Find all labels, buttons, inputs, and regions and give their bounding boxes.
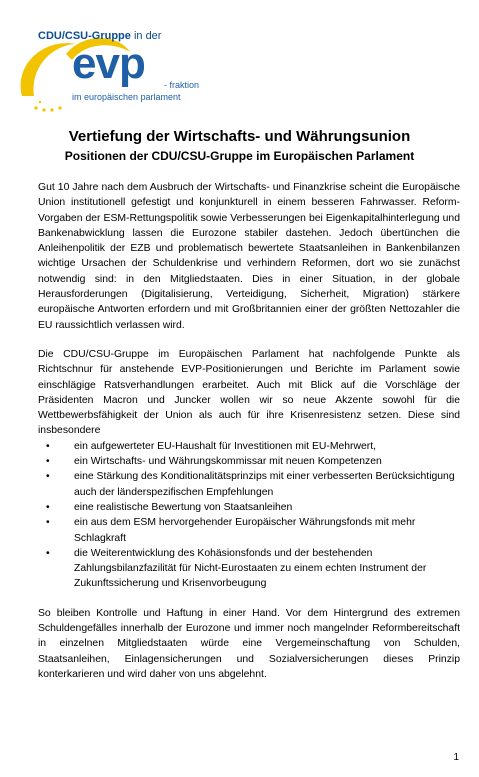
paragraph-intro: Gut 10 Jahre nach dem Ausbruch der Wirtschafts- und Finanzkrise scheint die Europäische Union institutionell gefestigt und konjunkturell in einem besseren Fahrwasser. Reform-Vorgaben der ESM-Rettungspolitik sowie Verbesserungen bei Eigenkapitalhinterlegung und Bankenabwicklung lassen die Eurozone stabiler dastehen. Jedoch übertünchen die Anleihenpolitik der EZB und problematisch bewertete Staatsanleihen in Bankenbilanzen wichtige Ursachen der Schuldenkrise und verhindern Reformen, dort wo sie zunächst notwendig sind: in den Mitgliedstaaten. Dies in einer Situation, in der globale Herausforderungen (Digitalisierung, Verteidigung, Sicherheit, Migration) stärkere europäische Antworten erfordern und mit Großbritannien einer der größten Nettozahler die EU raussichtlich verlassen wird. bbox=[38, 182, 460, 331]
list-item: • eine realistische Bewertung von Staatsanleihen bbox=[64, 500, 460, 515]
list-item: • eine Stärkung des Konditionalitätsprinzips mit einer verbesserten Berücksichtigung auch der länderspezifischen Empfehlungen bbox=[64, 469, 460, 500]
logo-subtitle: im europäischen parlament bbox=[72, 92, 181, 102]
page-number: 1 bbox=[453, 752, 459, 763]
logo-party-name: CDU/CSU-Gruppe bbox=[38, 30, 131, 42]
document-title: Vertiefung der Wirtschafts- und Währungsunion bbox=[68, 128, 411, 145]
list-item: • die Weiterentwicklung des Kohäsionsfonds und der bestehenden Zahlungsbilanzfazilität für Nicht-Eurostaaten zu einem echten Instrument der Zukunftssicherung und Krisenvorbeugung bbox=[64, 546, 460, 592]
logo-evp-word: evp bbox=[72, 39, 145, 88]
list-item: • ein aufgewerteter EU-Haushalt für Investitionen mit EU-Mehrwert, bbox=[64, 439, 460, 454]
evp-logo bbox=[14, 24, 214, 114]
logo-in-der: in der bbox=[130, 30, 162, 42]
paragraph-positions: Die CDU/CSU-Gruppe im Europäischen Parlament hat nachfolgende Punkte als Richtschnur für anstehende EVP-Positionierungen und Berichte im Parlament sowie einschlägige Ratsverhandlungen erarbeitet. Auch mit Blick auf die Vorschläge der Präsidenten Macron und Juncker wollen wir so neue Akzente sowohl für die Wettbewerbsfähigkeit der Union als auch für ihre Krisenresistenz setzen. Diese sind insbesondere bbox=[38, 348, 460, 437]
document-body bbox=[38, 180, 460, 682]
positions-list bbox=[38, 439, 460, 592]
list-item: • ein aus dem ESM hervorgehender Europäischer Währungsfonds mit mehr Schlagkraft bbox=[64, 515, 460, 546]
logo-fraktion: - fraktion bbox=[164, 80, 200, 90]
paragraph-conclusion: So bleiben Kontrolle und Haftung in einer Hand. Vor dem Hintergrund des extremen Schuldengefälles innerhalb der Eurozone und immer noch mangelnder Reformbereitschaft in einzelnen Mitgliedstaaten würde eine Vergemeinschaftung von Schulden, Staatsanleihen, Einlagensicherungen und Sozialversicherungen dieses Prinzip konterkarieren und wird daher von uns abgelehnt. bbox=[38, 607, 460, 680]
list-item: • ein Wirtschafts- und Währungskommissar mit neuen Kompetenzen bbox=[64, 454, 460, 469]
document-subtitle: Positionen der CDU/CSU-Gruppe im Europäischen Parlament bbox=[64, 149, 415, 163]
